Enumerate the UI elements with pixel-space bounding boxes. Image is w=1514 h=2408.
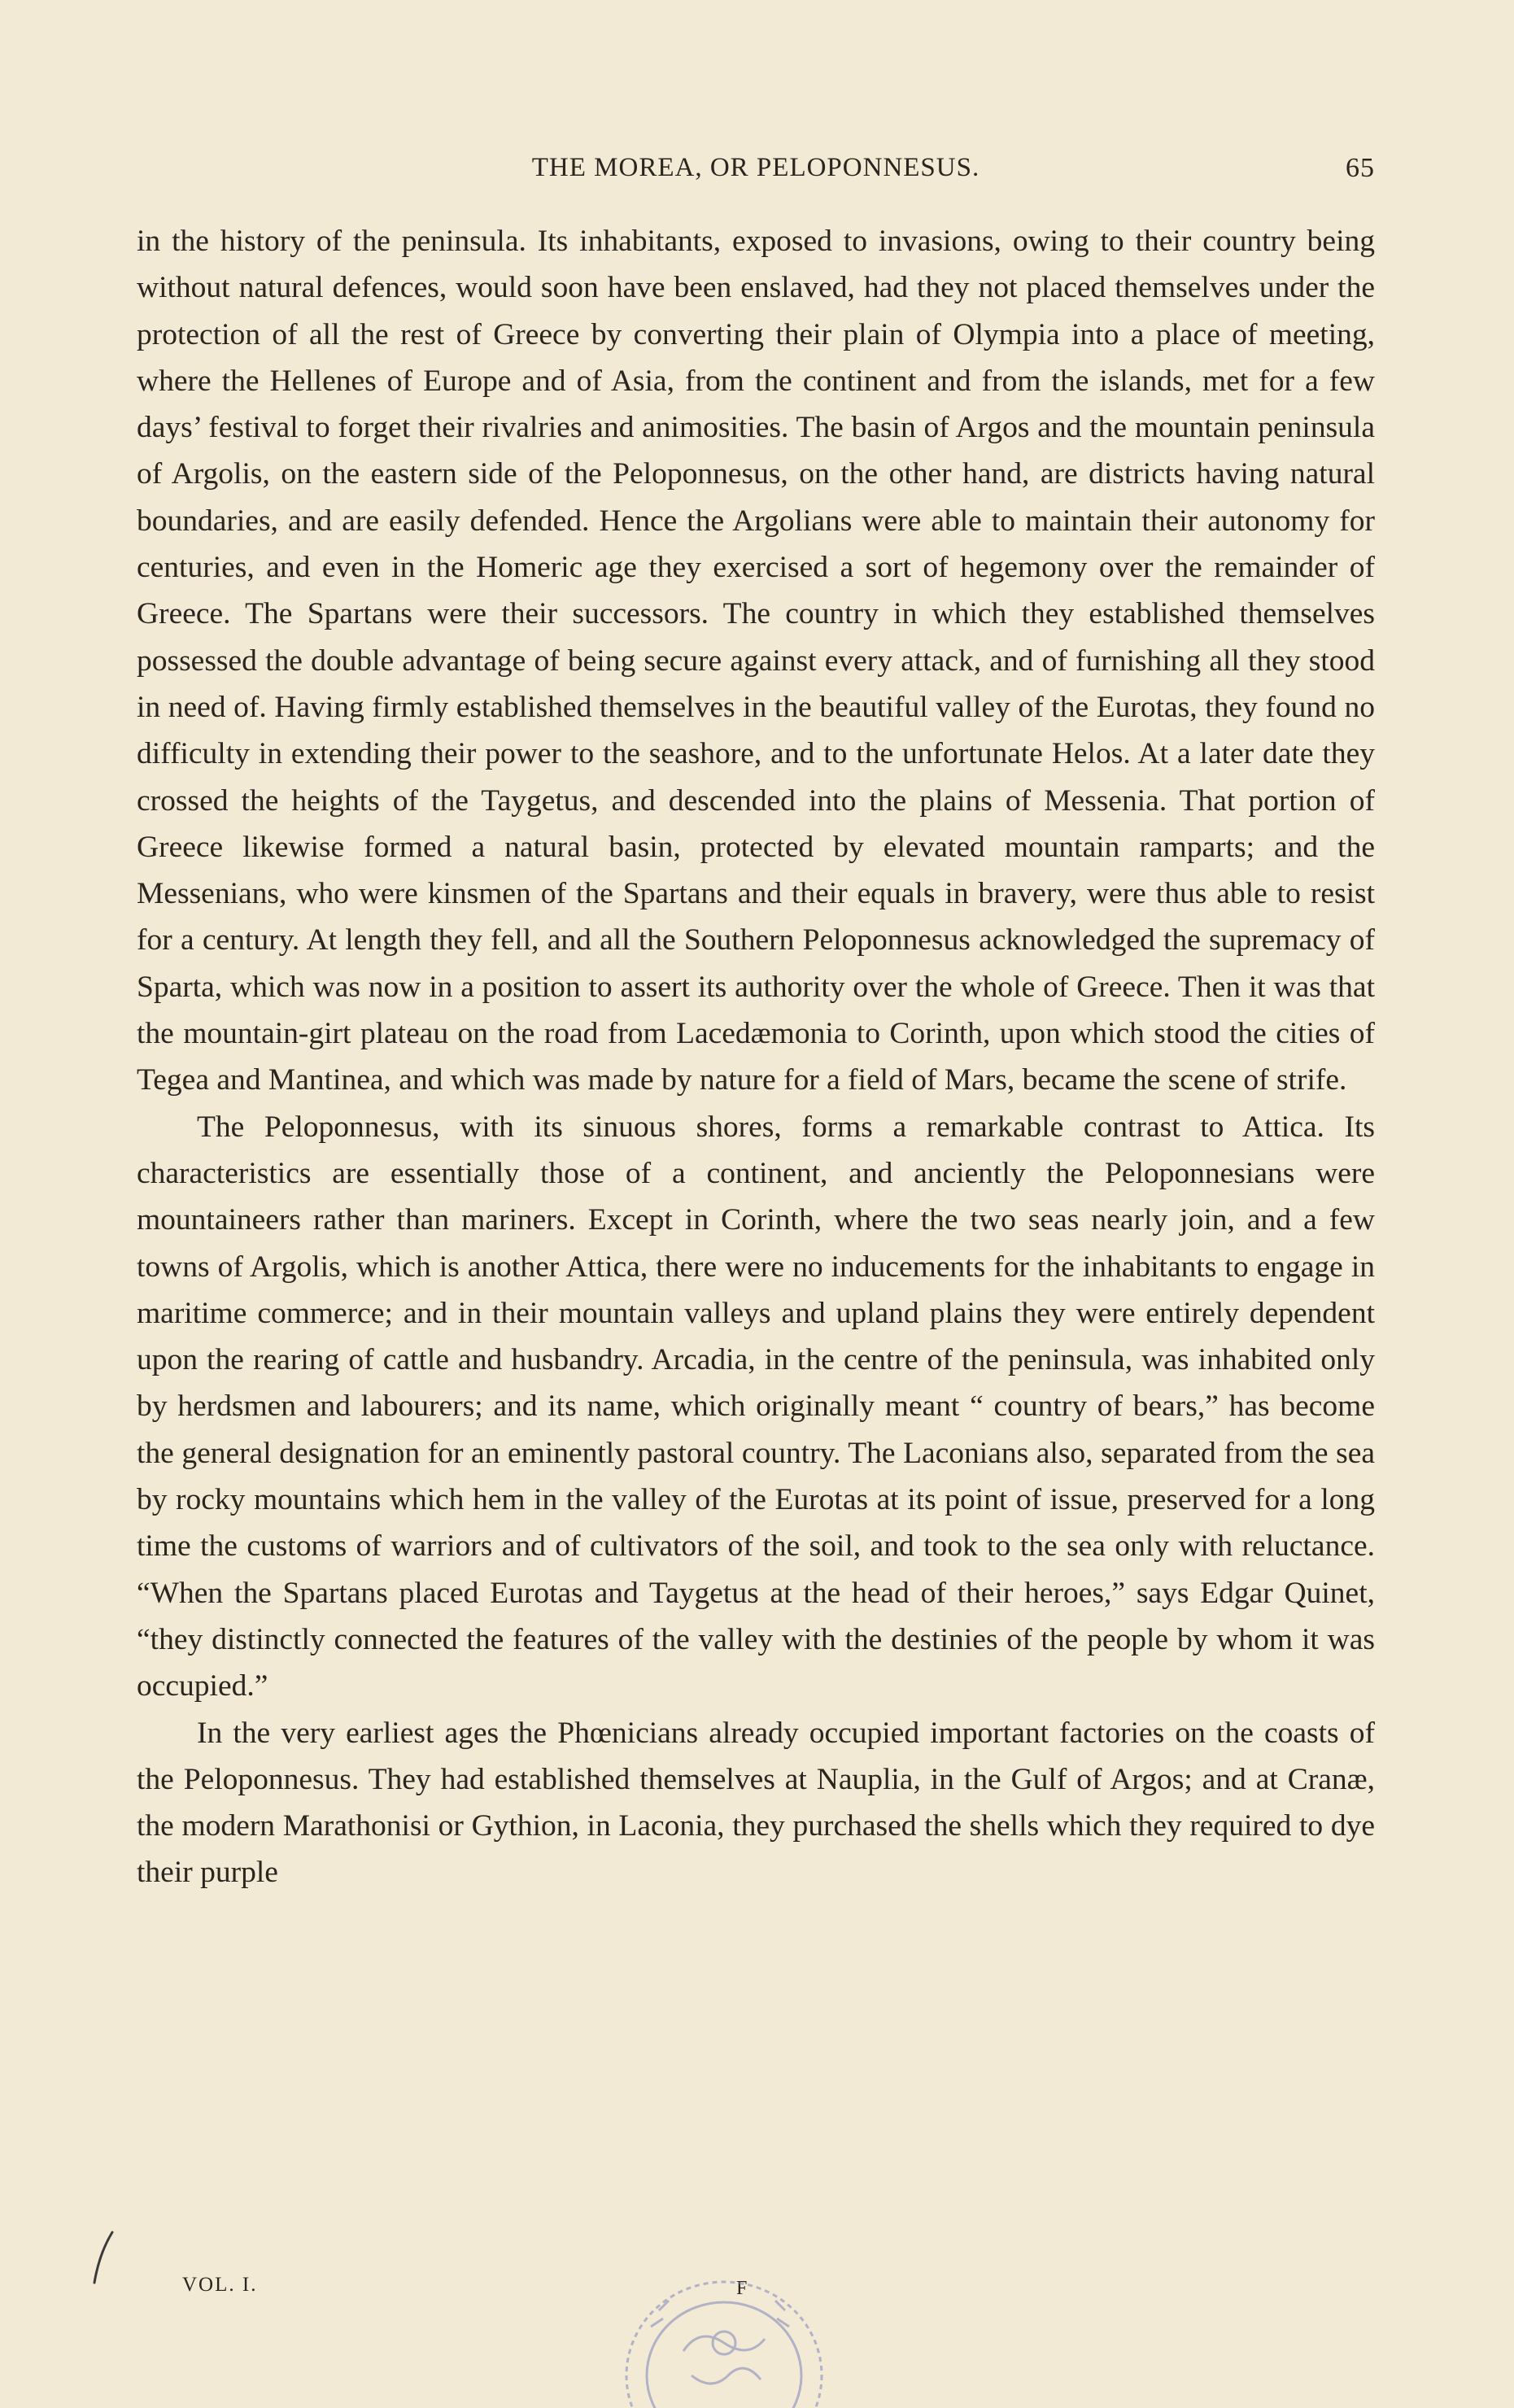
paragraph-1: in the history of the peninsula. Its inhabitants, exposed to invasions, owing to their country being without natural defences, would soon have been enslaved, had they not placed themselves under the protection of all the rest of Greece by converting their plain of Olympia into a place of meeting, where the Hellenes of Europe and of Asia, from the continent and from the islands, met for a few days’ festival to forget their rivalries and animosities. The basin of Argos and the mountain peninsula of Argolis, on the eastern side of the Peloponnesus, on the other hand, are districts having natural boundaries, and are easily defended. Hence the Argolians were able to maintain their autonomy for centuries, and even in the Homeric age they exercised a sort of hegemony over the remainder of Greece. The Spartans were their successors. The country in which they established themselves possessed the double advantage of being secure against every attack, and of furnishing all they stood in need of. Having firmly established themselves in the beautiful valley of the Eurotas, they found no difficulty in extending their power to the seashore, and to the unfortunate Helos. At a later date they crossed the heights of the Taygetus, and descended into the plains of Messenia. That portion of Greece likewise formed a natural basin, protected by elevated mountain ramparts; and the Messenians, who were kinsmen of the Spartans and their equals in bravery, were thus able to resist for a century. At length they fell, and all the Southern Peloponnesus acknowledged the supremacy of Sparta, which was now in a position to assert its authority over the whole of Greece. Then it was that the mountain-girt plateau on the road from Lacedæmonia to Corinth, upon which stood the cities of Tegea and Mantinea, and which was made by nature for a field of Mars, became the scene of strife.	[137, 225, 1375, 1097]
paragraph-3: In the very earliest ages the Phœnicians already occupied important factories on the coasts of the Peloponnesus. They had established themselves at Nauplia, in the Gulf of Argos; and at Cranæ, the modern Marathonisi or Gythion, in Laconia, they purchased the shells which they required to dye their purple	[137, 1716, 1375, 1890]
running-title: THE MOREA, OR PELOPONNESUS.	[531, 153, 980, 182]
margin-pencil-mark-icon	[88, 2229, 120, 2286]
volume-footer: VOL. I.	[182, 2274, 258, 2296]
body-text	[137, 218, 1375, 1896]
paragraph-2: The Peloponnesus, with its sinuous shores, forms a remarkable contrast to Attica. Its characteristics are essentially those of a continent, and anciently the Peloponnesians were mountaineers rather than mariners. Except in Corinth, where the two seas nearly join, and a few towns of Argolis, which is another Attica, there were no inducements for the inhabitants to engage in maritime commerce; and in their mountain valleys and upland plains they were entirely dependent upon the rearing of cattle and husbandry. Arcadia, in the centre of the peninsula, was inhabited only by herdsmen and labourers; and its name, which originally meant “ country of bears,” has become the general designation for an eminently pastoral country. The Laconians also, separated from the sea by rocky mountains which hem in the valley of the Eurotas at its point of issue, preserved for a long time the customs of warriors and of cultivators of the soil, and took to the sea only with reluctance. “When the Spartans placed Eurotas and Taygetus at the head of their heroes,” says Edgar Quinet, “they distinctly connected the features of the valley with the destinies of the people by whom it was occupied.”	[137, 1110, 1375, 1703]
signature-mark: F	[736, 2278, 748, 2299]
page-number: 65	[1346, 153, 1375, 183]
library-stamp-icon	[602, 2253, 846, 2408]
running-head	[137, 153, 1375, 194]
